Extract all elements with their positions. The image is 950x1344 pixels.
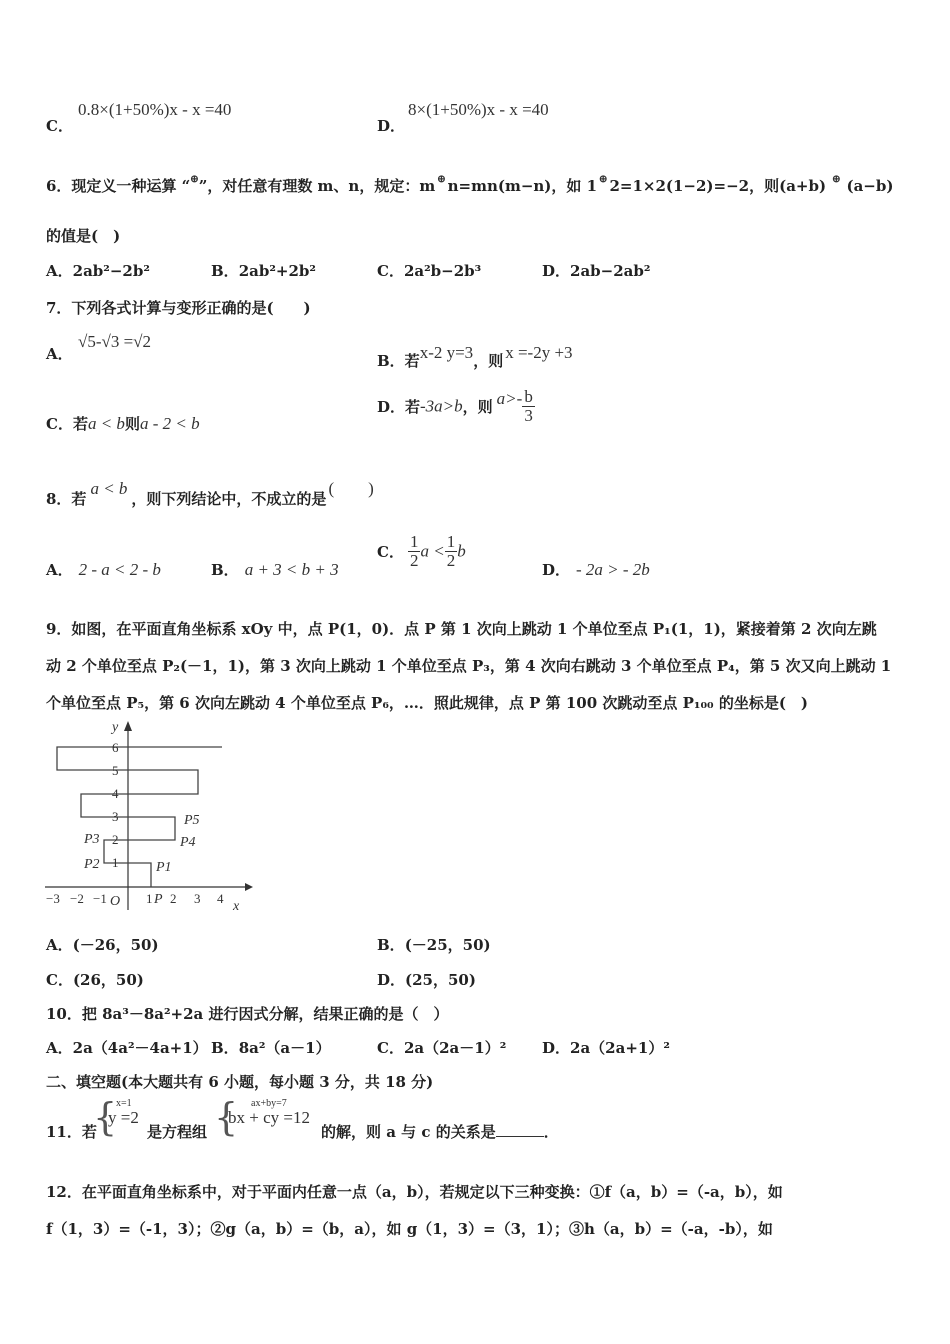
q8-c-den2: 2 <box>446 551 456 570</box>
q9-b-label: B． <box>377 936 405 954</box>
q6-stem-line1 <box>46 174 893 196</box>
point-p3-label: P3 <box>84 832 100 847</box>
q11-answer-blank[interactable] <box>496 1122 544 1137</box>
q10-b-text: 8a²（a－1） <box>238 1039 331 1057</box>
x-tick-label: −3 <box>46 891 60 906</box>
q12-stem-line2: f（1，3）=（-1，3）；②g（a，b）=（b，a），如 g（1，3）=（3，1）；③h（a，b）=（-a，-b），如 <box>46 1220 773 1238</box>
q7-d-label: D．若 <box>377 398 421 416</box>
q10-c-label: C． <box>377 1039 404 1057</box>
q10-a-text: 2a（4a²－4a+1） <box>72 1039 208 1057</box>
q8-option-b <box>211 559 339 580</box>
y-tick-label: 1 <box>112 855 119 870</box>
q6-d-label: D． <box>542 262 571 280</box>
y-tick-label: 6 <box>112 740 119 755</box>
q9-c-label: C． <box>46 971 73 989</box>
q10-d-text: 2a（2a+1）² <box>570 1039 670 1057</box>
q6-c-label: C． <box>377 262 404 280</box>
q7-option-a-expression: √5-√3 =√2 <box>78 332 151 351</box>
q11-text-3 <box>321 1121 559 1142</box>
q6-text-2: ”，对任意有理数 m、n，规定：m <box>198 177 436 195</box>
q11-text-4: ． <box>543 1123 559 1141</box>
q11-system1-bottom: y =2 <box>108 1108 139 1127</box>
q11-text-2: 是方程组 <box>147 1123 208 1141</box>
q6-oplus-symbol-1: ⊕ <box>190 174 199 185</box>
q8-c-fraction-1 <box>408 533 421 570</box>
q11-text-1: 11．若 <box>46 1123 97 1141</box>
point-p1-label: P1 <box>156 860 172 875</box>
q8-a-label: A． <box>46 561 73 579</box>
q8-text-1: 8．若 <box>46 490 87 508</box>
y-tick-label: 2 <box>112 832 119 847</box>
q7-d-expr1: -3a>b <box>420 396 463 416</box>
q9-c-text: (26，50) <box>72 971 144 989</box>
q7-b-expr2: x =-2y +3 <box>505 343 573 362</box>
q6-text-5: (a−b) <box>846 177 894 195</box>
q5-option-c-expression: 0.8×(1+50%)x - x =40 <box>78 100 232 119</box>
q6-text-1: 6．现定义一种运算 “ <box>46 177 191 195</box>
q7-c-mid: 则 <box>124 415 140 433</box>
q7-d-mid: ，则 <box>462 398 493 416</box>
q7-option-c <box>46 413 200 434</box>
q8-c-den1: 2 <box>409 551 419 570</box>
q8-answer-paren: ( ) <box>328 479 374 498</box>
q7-c-expr1: a < b <box>87 414 125 433</box>
q5-option-d-expression: 8×(1+50%)x - x =40 <box>408 100 549 119</box>
q8-c-mid: a < <box>420 541 445 561</box>
q7-d-denominator: 3 <box>524 406 533 425</box>
q6-stem-line2: 的值是( ) <box>46 227 121 245</box>
q8-option-a <box>46 559 161 580</box>
q7-b-mid: ，则 <box>473 352 504 370</box>
q9-option-c <box>46 969 144 990</box>
q9-a-label: A． <box>46 936 73 954</box>
q11-system2-bottom: bx + cy =12 <box>228 1108 310 1127</box>
q12-stem-line1: 12．在平面直角坐标系中，对于平面内任意一点（a，b），若规定以下三种变换：①f（a，b）=（-a，b），如 <box>46 1183 783 1201</box>
q10-stem: 10．把 8a³－8a²+2a 进行因式分解，结果正确的是（ ） <box>46 1005 449 1023</box>
y-tick-label: 3 <box>112 809 119 824</box>
q6-option-a <box>46 260 150 281</box>
q7-b-expr1: x-2 y=3 <box>419 343 474 362</box>
x-axis-label: x <box>233 899 240 914</box>
q10-d-label: D． <box>542 1039 571 1057</box>
q9-stem-line1: 9．如图，在平面直角坐标系 xOy 中，点 P(1，0)．点 P 第 1 次向上跳动 1 个单位至点 P₁(1，1)，紧接着第 2 次向左跳 <box>46 620 877 638</box>
q8-c-fraction-2 <box>445 533 458 570</box>
y-tick-label: 4 <box>112 786 119 801</box>
q5-option-d-label: D． <box>377 117 406 135</box>
q7-c-label: C．若 <box>46 415 88 433</box>
point-p4-label: P4 <box>180 835 196 850</box>
q11-brace-1: { <box>93 1095 118 1139</box>
q6-c-text: 2a²b−2b³ <box>403 262 482 280</box>
q7-stem: 7．下列各式计算与变形正确的是( ) <box>46 299 311 317</box>
q8-c-end: b <box>457 541 466 561</box>
q7-d-lhs: a>- <box>496 388 523 408</box>
q6-oplus-symbol-4: ⊕ <box>832 174 841 185</box>
q6-option-b <box>211 260 316 281</box>
x-tick-label: 2 <box>170 891 177 906</box>
q5-option-c-label: C． <box>46 117 73 135</box>
q11-text-3-main: 的解，则 a 与 c 的关系是 <box>321 1123 496 1141</box>
section-title-fill-in: 二、填空题(本大题共有 6 小题，每小题 3 分，共 18 分) <box>46 1073 434 1091</box>
q8-c-label: C． <box>377 543 404 561</box>
y-tick-label: 5 <box>112 763 119 778</box>
x-tick-label: −1 <box>93 891 107 906</box>
q11-system1-top: x=1 <box>116 1098 132 1109</box>
q8-text-2: ，则下列结论中，不成立的是 <box>131 490 327 508</box>
x-tick-label: 1 <box>146 891 153 906</box>
q7-d-numerator: b <box>524 387 533 406</box>
q7-b-label: B．若 <box>377 352 420 370</box>
q7-d-fraction <box>522 388 535 425</box>
q10-b-label: B． <box>211 1039 239 1057</box>
x-tick-label: −2 <box>70 891 84 906</box>
q11-brace-2: { <box>214 1095 239 1139</box>
q10-option-d <box>542 1037 670 1058</box>
q9-coordinate-figure <box>40 715 260 915</box>
q8-b-expr: a + 3 < b + 3 <box>244 560 339 579</box>
q9-a-text: (－26，50) <box>72 936 159 954</box>
point-p2-label: P2 <box>84 857 100 872</box>
q6-text-3: n=mn(m−n)，如 1 <box>447 177 598 195</box>
q6-oplus-symbol-3: ⊕ <box>599 174 608 185</box>
q6-a-text: 2ab²−2b² <box>72 262 150 280</box>
q6-a-label: A． <box>46 262 73 280</box>
q7-option-a-label: A． <box>46 345 73 363</box>
q6-option-d <box>542 260 650 281</box>
y-axis-arrow-icon <box>124 721 132 731</box>
q8-c-num1: 1 <box>409 532 419 551</box>
q6-d-text: 2ab−2ab² <box>570 262 651 280</box>
q9-option-b <box>377 934 491 955</box>
x-tick-label: 3 <box>194 891 201 906</box>
q8-option-d <box>542 559 650 580</box>
q6-b-label: B． <box>211 262 239 280</box>
q8-d-expr: - 2a > - 2b <box>576 560 650 579</box>
q9-b-text: (－25，50) <box>404 936 491 954</box>
q6-oplus-symbol-2: ⊕ <box>437 174 446 185</box>
x-axis-arrow-icon <box>245 883 253 891</box>
q8-option-c <box>377 533 466 570</box>
q8-condition: a < b <box>90 479 128 498</box>
q9-stem-line2: 动 2 个单位至点 P₂(－1，1)，第 3 次向上跳动 1 个单位至点 P₃，第 4 次向右跳动 3 个单位至点 P₄，第 5 次又向上跳动 1 <box>46 657 892 675</box>
q7-option-b <box>377 343 573 371</box>
q10-option-a <box>46 1037 208 1058</box>
q6-b-text: 2ab²+2b² <box>238 262 316 280</box>
q8-b-label: B． <box>211 561 239 579</box>
origin-label: O <box>110 894 121 909</box>
q6-text-4: 2=1×2(1−2)=−2，则(a+b) <box>609 177 827 195</box>
q7-c-expr2: a - 2 < b <box>139 414 200 433</box>
q9-stem-line3: 个单位至点 P₅，第 6 次向左跳动 4 个单位至点 P₆，…．照此规律，点 P 第 100 次跳动至点 P₁₀₀ 的坐标是( ) <box>46 694 809 712</box>
q10-c-text: 2a（2a－1）² <box>403 1039 507 1057</box>
q9-d-label: D． <box>377 971 406 989</box>
q7-option-d <box>377 388 535 425</box>
point-p5-label: P5 <box>184 813 200 828</box>
q8-d-label: D． <box>542 561 571 579</box>
q9-d-text: (25，50) <box>405 971 476 989</box>
q10-option-b <box>211 1037 331 1058</box>
q11-system2-top: ax+by=7 <box>251 1098 287 1109</box>
q10-a-label: A． <box>46 1039 73 1057</box>
q10-option-c <box>377 1037 506 1058</box>
y-axis-label: y <box>112 720 119 735</box>
q8-a-expr: 2 - a < 2 - b <box>78 560 161 579</box>
point-p-label: P <box>154 892 163 907</box>
q8-c-num2: 1 <box>446 532 456 551</box>
q9-option-d <box>377 969 476 990</box>
q9-option-a <box>46 934 159 955</box>
x-tick-label: 4 <box>217 891 224 906</box>
q6-option-c <box>377 260 481 281</box>
q8-stem <box>46 474 374 509</box>
